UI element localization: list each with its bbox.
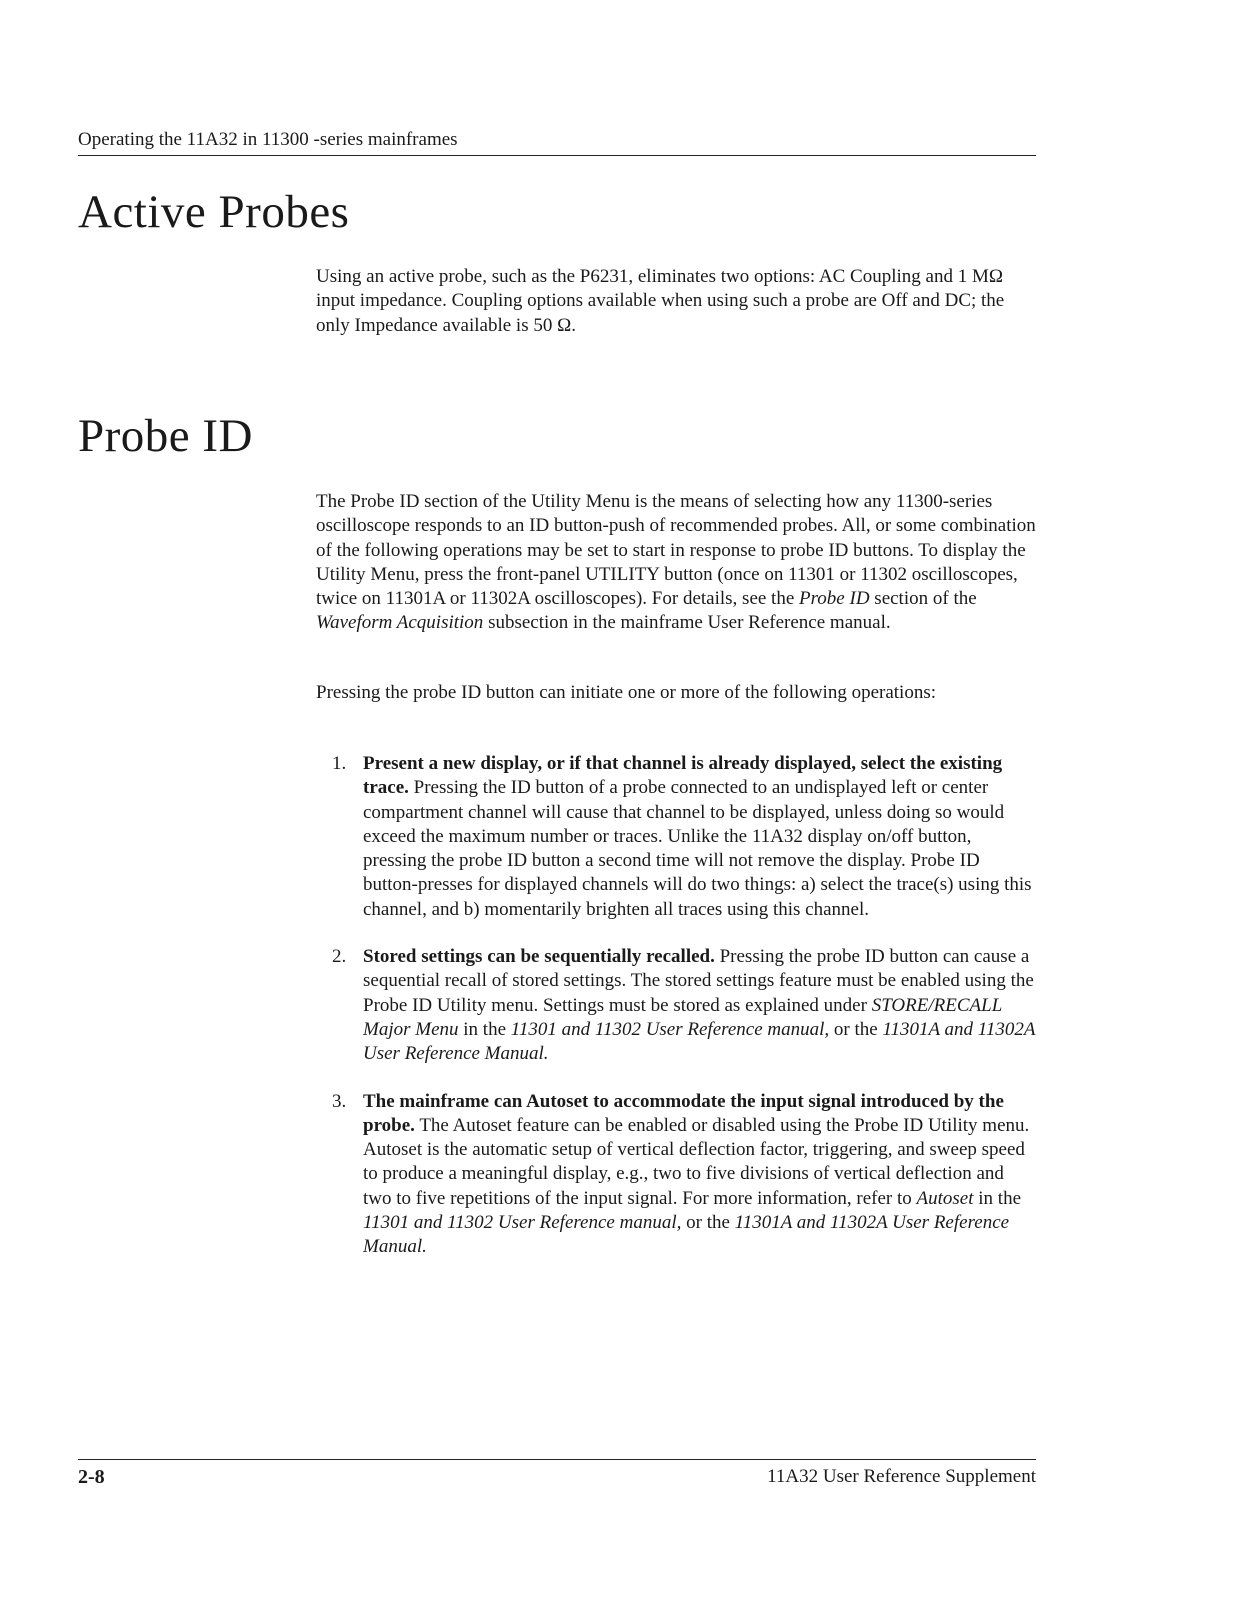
probe-id-operations-paragraph: Pressing the probe ID button can initiate one or more of the following operations: xyxy=(316,682,936,703)
operation-body: The Autoset feature can be enabled or disabled using the Probe ID Utility menu. Autoset is the automatic setup of vertical deflection factor, triggering, and sweep speed to produce a meaningful display, e.g., two to five divisions of vertical deflection and two to five repetitions of the input signal. For more information, refer to xyxy=(363,1114,1030,1209)
text-run: or the xyxy=(681,1212,735,1234)
italic-reference: Autoset xyxy=(916,1187,974,1209)
text-run: in the xyxy=(973,1187,1022,1209)
italic-reference: STORE/RECALL Major Menu xyxy=(363,994,1002,1040)
active-probes-paragraph: Using an active probe, such as the P6231, eliminates two options: AC Coupling and 1 MΩ input impedance. Coupling options available when using such a probe are Off and DC; the only Impedance available is 50 Ω. xyxy=(316,266,1005,336)
operation-body: Pressing the ID button of a probe connected to an undisplayed left or center compartment channel will cause that channel to be displayed, unless doing so would exceed the maximum number or traces. Unlike the 11A32 display on/off button, pressing the probe ID button a second time will not remove the display. Probe ID button-presses for displayed channels will do two things: a) select the trace(s) using this channel, and b) momentarily brighten all traces using this channel. xyxy=(363,777,1032,920)
running-head: Operating the 11A32 in 11300 -series mainframes xyxy=(78,128,1036,156)
operation-item-2 xyxy=(316,945,1036,1066)
operation-lead: The mainframe can Autoset to accommodate the input signal introduced by the probe. xyxy=(363,1090,1004,1136)
italic-reference: Waveform Acquisition xyxy=(316,612,484,634)
list-number: 2. xyxy=(332,946,347,968)
page-number: 2-8 xyxy=(78,1466,105,1488)
section-title-active-probes: Active Probes xyxy=(78,186,350,238)
italic-reference: 11301 and 11302 User Reference manual, xyxy=(510,1018,830,1040)
operation-lead: Stored settings can be sequentially recalled. xyxy=(363,946,715,968)
italic-reference: 11301 and 11302 User Reference manual, xyxy=(363,1212,682,1234)
operation-item-3 xyxy=(316,1090,1036,1260)
italic-reference: 11301A and 11302A User Reference Manual. xyxy=(363,1018,1036,1065)
text-run: or the xyxy=(829,1018,883,1040)
text-run: The Probe ID section of the Utility Menu is the means of selecting how any 11300-series oscilloscope responds to an ID button-push of recommended probes. All, or some combination of the following operations may be set to start in response to probe ID buttons. To display the Utility Menu, press the front-panel UTILITY button (once on 11301 or 11302 oscilloscopes, twice on 11301A or 11302A oscilloscopes). For details, see the xyxy=(316,491,1036,610)
section-title-probe-id: Probe ID xyxy=(78,410,253,462)
text-run: in the xyxy=(458,1018,511,1040)
operation-lead: Present a new display, or if that channel is already displayed, select the existing trace. xyxy=(363,753,1003,799)
operations-list xyxy=(316,752,1036,1283)
italic-reference: Probe ID xyxy=(799,588,870,610)
operation-body: Pressing the probe ID button can cause a sequential recall of stored settings. The stored settings feature must be enabled using the Probe ID Utility menu. Settings must be stored as explained under xyxy=(363,946,1034,1016)
list-number: 1. xyxy=(332,753,347,774)
operation-item-1 xyxy=(316,752,1036,922)
text-run: subsection in the mainframe User Reference manual. xyxy=(483,612,891,634)
text-run: section of the xyxy=(869,588,977,610)
italic-reference: 11301A and 11302A User Reference Manual. xyxy=(363,1212,1010,1258)
document-title: 11A32 User Reference Supplement xyxy=(767,1466,1036,1487)
footer-divider xyxy=(78,1459,1036,1460)
list-number: 3. xyxy=(332,1090,347,1112)
probe-id-intro-paragraph xyxy=(316,490,1036,636)
